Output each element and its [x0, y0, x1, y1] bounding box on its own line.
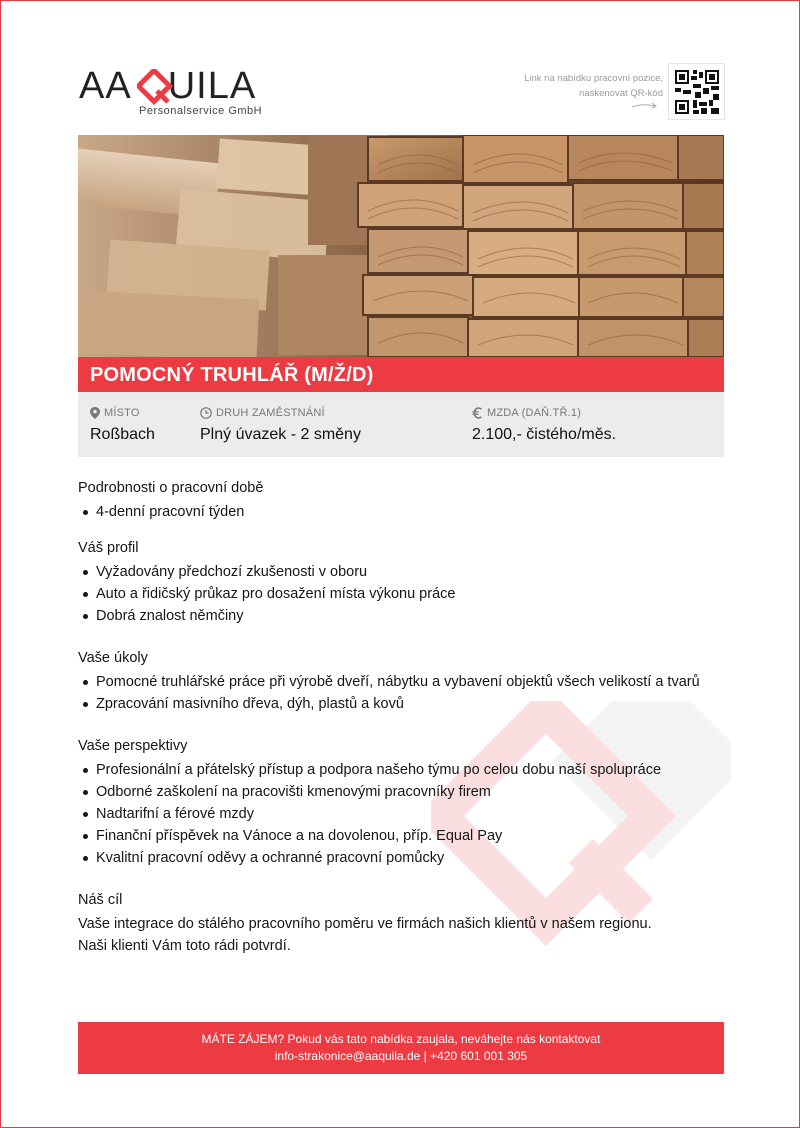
salary-label: MZDA (DAŇ.TŘ.1): [487, 407, 582, 419]
list-item: Nadtarifní a férové mzdy: [78, 803, 724, 825]
job-info-bar: [78, 392, 724, 457]
company-logo: [79, 65, 269, 125]
list-item: Odborné zaškolení na pracovišti kmenovými pracovníky firem: [78, 781, 724, 803]
goal-text: Vaše integrace do stálého pracovního poměru ve firmách našich klientů v našem regionu.: [78, 916, 652, 932]
logo-q-mark-icon: [137, 69, 173, 105]
section-perspectives: [78, 735, 724, 869]
section-working-time: [78, 477, 724, 523]
logo-text-left: AA: [79, 65, 132, 107]
qr-note: Link na nabídku pracovní pozice, naskenovat QR-kód: [524, 73, 663, 99]
list-item: Pomocné truhlářské práce při výrobě dveří, nábytku a vybavení objektů všech velikostí a tvarů: [78, 671, 724, 693]
arrow-right-icon: [631, 101, 657, 109]
employment-type-info: [200, 406, 361, 444]
section-title: Váš profil: [78, 540, 139, 556]
logo-text-right: UILA: [167, 65, 257, 107]
location-value: Roßbach: [90, 426, 155, 443]
section-title: Náš cíl: [78, 892, 123, 908]
list-item: Vyžadovány předchozí zkušenosti v oboru: [78, 561, 724, 583]
map-pin-icon: [90, 407, 100, 419]
bullet-list: [78, 759, 724, 869]
salary-value: 2.100,- čistého/měs.: [472, 426, 617, 443]
section-tasks: [78, 647, 724, 715]
list-item: Profesionální a přátelský přístup a podpora našeho týmu po celou dobu naší spolupráce: [78, 759, 724, 781]
salary-info: [472, 406, 616, 444]
list-item: Zpracování masivního dřeva, dýh, plastů a kovů: [78, 693, 724, 715]
goal-text: Naši klienti Vám toto rádi potvrdí.: [78, 938, 291, 954]
section-title: Podrobnosti o pracovní době: [78, 480, 264, 496]
section-goal: [78, 889, 724, 957]
footer-contact[interactable]: info-strakonice@aaquila.de | +420 601 001 305: [274, 1049, 528, 1063]
list-item: Finanční příspěvek na Vánoce a na dovolenou, příp. Equal Pay: [78, 825, 724, 847]
qr-code-icon: [675, 70, 719, 114]
employment-type-value: Plný úvazek - 2 směny: [200, 426, 361, 443]
logo-subtitle: Personalservice GmbH: [139, 105, 263, 117]
bullet-list: [78, 501, 724, 523]
bullet-list: [78, 561, 724, 627]
section-title: Vaše úkoly: [78, 650, 148, 666]
list-item: 4-denní pracovní týden: [78, 501, 724, 523]
hero-image-lumber: [78, 135, 724, 357]
contact-footer: [78, 1022, 724, 1074]
qr-code[interactable]: [668, 63, 725, 120]
employment-type-label: DRUH ZAMĚSTNÁNÍ: [216, 407, 325, 419]
location-label: MÍSTO: [104, 407, 140, 419]
job-details: [78, 477, 724, 971]
list-item: Kvalitní pracovní oděvy a ochranné pracovní pomůcky: [78, 847, 724, 869]
job-title-bar: [78, 357, 724, 392]
list-item: Auto a řidičský průkaz pro dosažení místa výkonu práce: [78, 583, 724, 605]
list-item: Dobrá znalost němčiny: [78, 605, 724, 627]
euro-icon: [472, 407, 483, 419]
bullet-list: [78, 671, 724, 715]
section-title: Vaše perspektivy: [78, 738, 188, 754]
clock-icon: [200, 407, 212, 419]
section-profile: [78, 537, 724, 627]
job-title: POMOCNÝ TRUHLÁŘ (M/Ž/D): [90, 364, 374, 386]
location-info: [90, 406, 155, 444]
footer-cta: MÁTE ZÁJEM? Pokud vás tato nabídka zaujala, neváhejte nás kontaktovat: [201, 1032, 601, 1046]
